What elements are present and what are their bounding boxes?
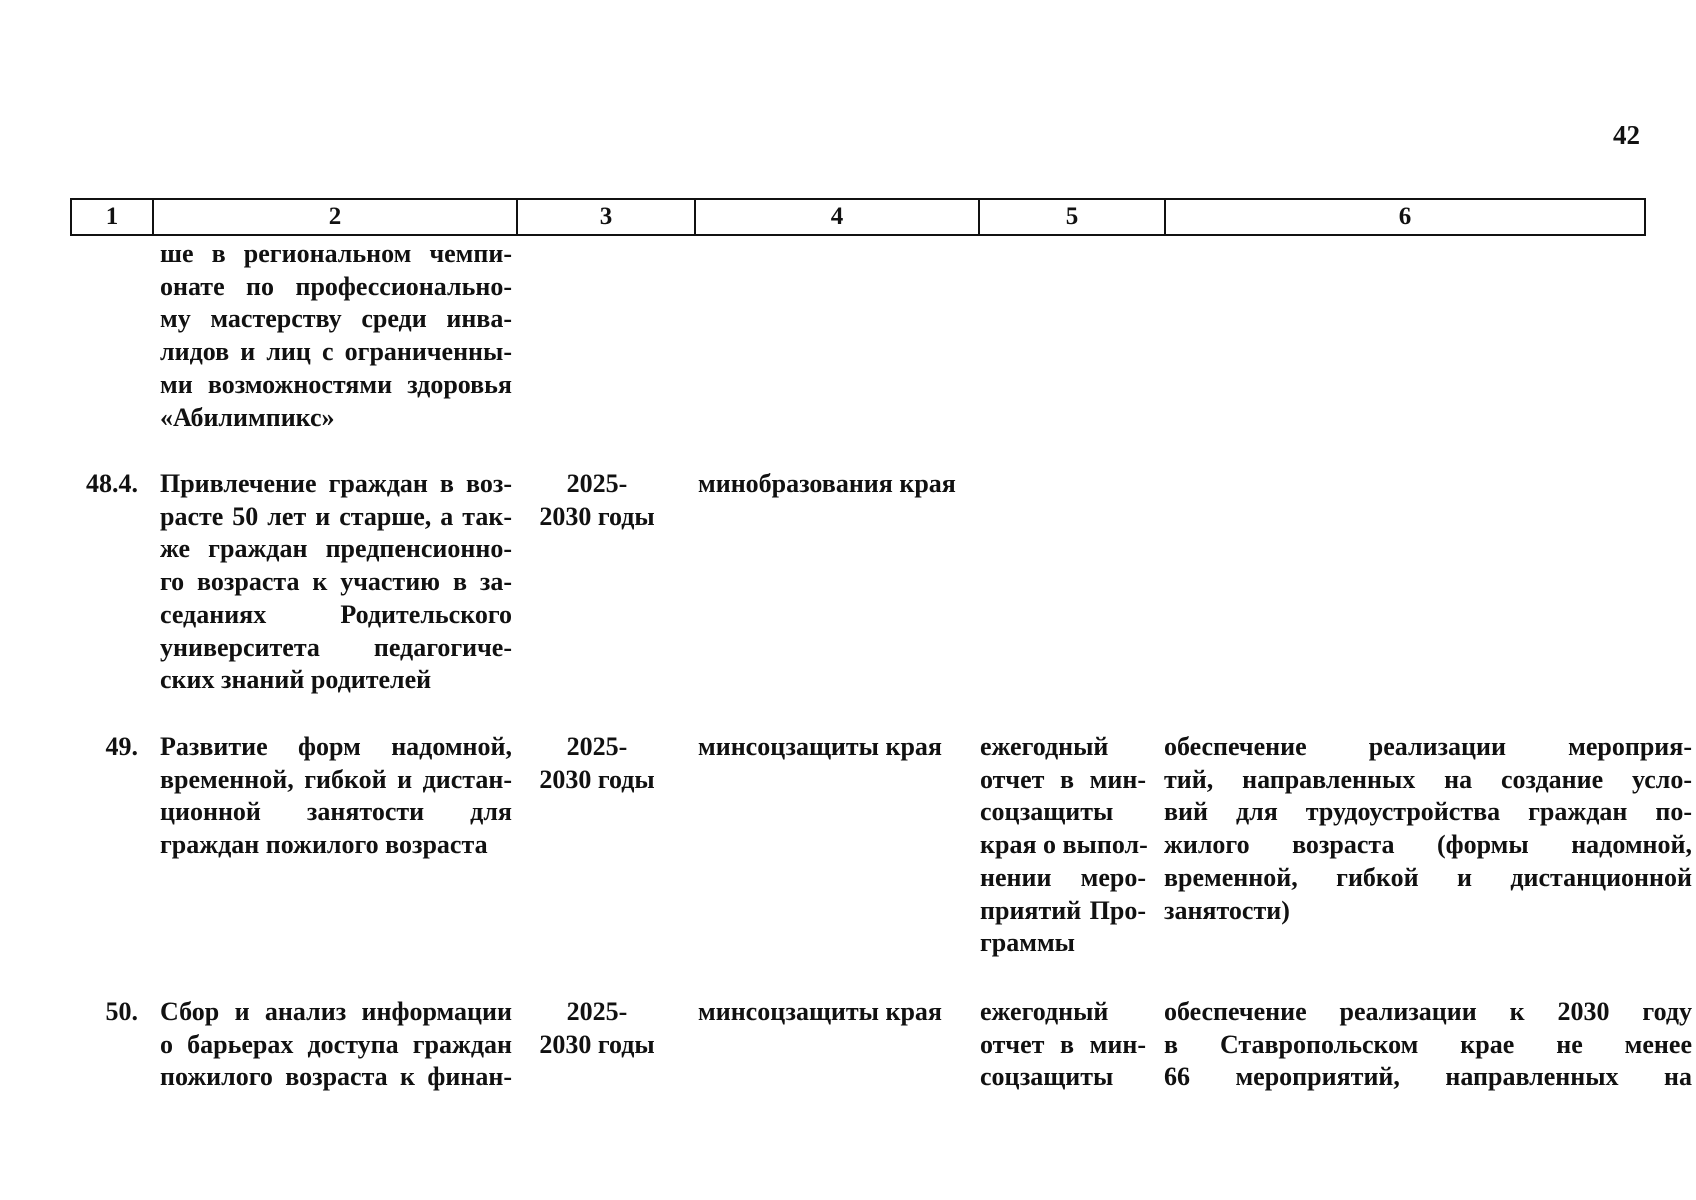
row-report-form <box>980 731 1146 960</box>
header-col-3: 3 <box>517 199 695 235</box>
row-result-line: вий для трудоустройства граждан по- <box>1164 797 1692 827</box>
header-col-2: 2 <box>153 199 517 235</box>
row-name-line: лидов и лиц с ограниченны- <box>160 337 512 367</box>
row-name <box>160 731 512 862</box>
row-responsible: минсоцзащиты края <box>698 997 942 1026</box>
row-name-line: ми возможностями здоровья <box>160 369 512 399</box>
row-number: 49. <box>105 732 138 761</box>
row-name-line: же граждан предпенсионно- <box>160 534 512 564</box>
row-result <box>1164 731 1692 927</box>
row-responsible: минсоцзащиты края <box>698 732 942 761</box>
row-form-line: соцзащиты <box>980 797 1114 827</box>
row-period-line: 2025- <box>566 997 628 1026</box>
row-number: 50. <box>105 997 138 1026</box>
row-form-line: граммы <box>980 928 1075 958</box>
row-period <box>522 731 672 796</box>
table-row <box>70 731 1692 971</box>
table-header <box>70 198 1646 236</box>
row-number: 48.4. <box>86 469 138 498</box>
row-result-line: занятости) <box>1164 895 1290 925</box>
row-result-line: жилого возраста (формы надомной, <box>1164 830 1692 860</box>
row-form-line: отчет в мин- <box>980 1029 1146 1059</box>
table-row <box>70 996 1692 1106</box>
row-result-line: в Ставропольском крае не менее <box>1164 1029 1692 1059</box>
table-row <box>70 468 1632 708</box>
row-form-line: края о выпол- <box>980 830 1148 860</box>
row-name-line: Сбор и анализ информации <box>160 997 512 1026</box>
row-form-line: нении меро- <box>980 862 1146 892</box>
row-name-line: расте 50 лет и старше, а так- <box>160 501 512 531</box>
row-period-line: 2030 годы <box>539 764 655 794</box>
row-responsible: минобразования края <box>698 469 956 498</box>
row-period <box>522 468 672 533</box>
row-name-line: му мастерству среди инва- <box>160 304 512 334</box>
row-name-line: пожилого возраста к финан- <box>160 1062 512 1092</box>
row-name-line: «Абилимпикс» <box>160 402 335 432</box>
row-form-line: ежегодный <box>980 732 1109 761</box>
row-period-line: 2025- <box>566 469 628 498</box>
header-col-6: 6 <box>1165 199 1645 235</box>
row-result-line: временной, гибкой и дистанционной <box>1164 862 1692 892</box>
row-name-line: Привлечение граждан в воз- <box>160 469 512 498</box>
header-row <box>71 199 1645 235</box>
row-name-line: онате по профессионально- <box>160 271 512 301</box>
header-col-1: 1 <box>71 199 153 235</box>
row-name-line: о барьерах доступа граждан <box>160 1029 512 1059</box>
row-name-line: седаниях Родительского <box>160 599 512 629</box>
row-period-line: 2030 годы <box>539 501 655 531</box>
row-name-line: го возраста к участию в за- <box>160 567 512 597</box>
row-name-line: Развитие форм надомной, <box>160 732 512 761</box>
row-result-line: 66 мероприятий, направленных на <box>1164 1062 1692 1092</box>
row-form-line: отчет в мин- <box>980 764 1146 794</box>
row-result-line: обеспечение реализации мероприя- <box>1164 732 1692 761</box>
row-name <box>160 996 512 1094</box>
row-result <box>1164 996 1692 1094</box>
page-number: 42 <box>1613 120 1640 150</box>
row-period-line: 2030 годы <box>539 1029 655 1059</box>
row-report-form <box>980 996 1146 1094</box>
row-period <box>522 996 672 1061</box>
row-name-line: ских знаний родителей <box>160 665 432 695</box>
row-name-line: университета педагогиче- <box>160 632 512 662</box>
row-form-line: ежегодный <box>980 997 1109 1026</box>
table-row <box>70 238 1632 438</box>
row-result-line: обеспечение реализации к 2030 году <box>1164 997 1692 1026</box>
row-period-line: 2025- <box>566 732 628 761</box>
row-form-line: соцзащиты <box>980 1062 1114 1092</box>
header-col-4: 4 <box>695 199 979 235</box>
row-name-line: ционной занятости для <box>160 797 512 827</box>
header-col-5: 5 <box>979 199 1165 235</box>
row-name <box>160 468 512 697</box>
row-name <box>160 238 512 434</box>
row-result-line: тий, направленных на создание усло- <box>1164 764 1692 794</box>
row-name-line: временной, гибкой и дистан- <box>160 764 512 794</box>
row-name-line: ше в региональном чемпи- <box>160 239 512 268</box>
row-name-line: граждан пожилого возраста <box>160 830 488 860</box>
row-form-line: приятий Про- <box>980 895 1146 925</box>
